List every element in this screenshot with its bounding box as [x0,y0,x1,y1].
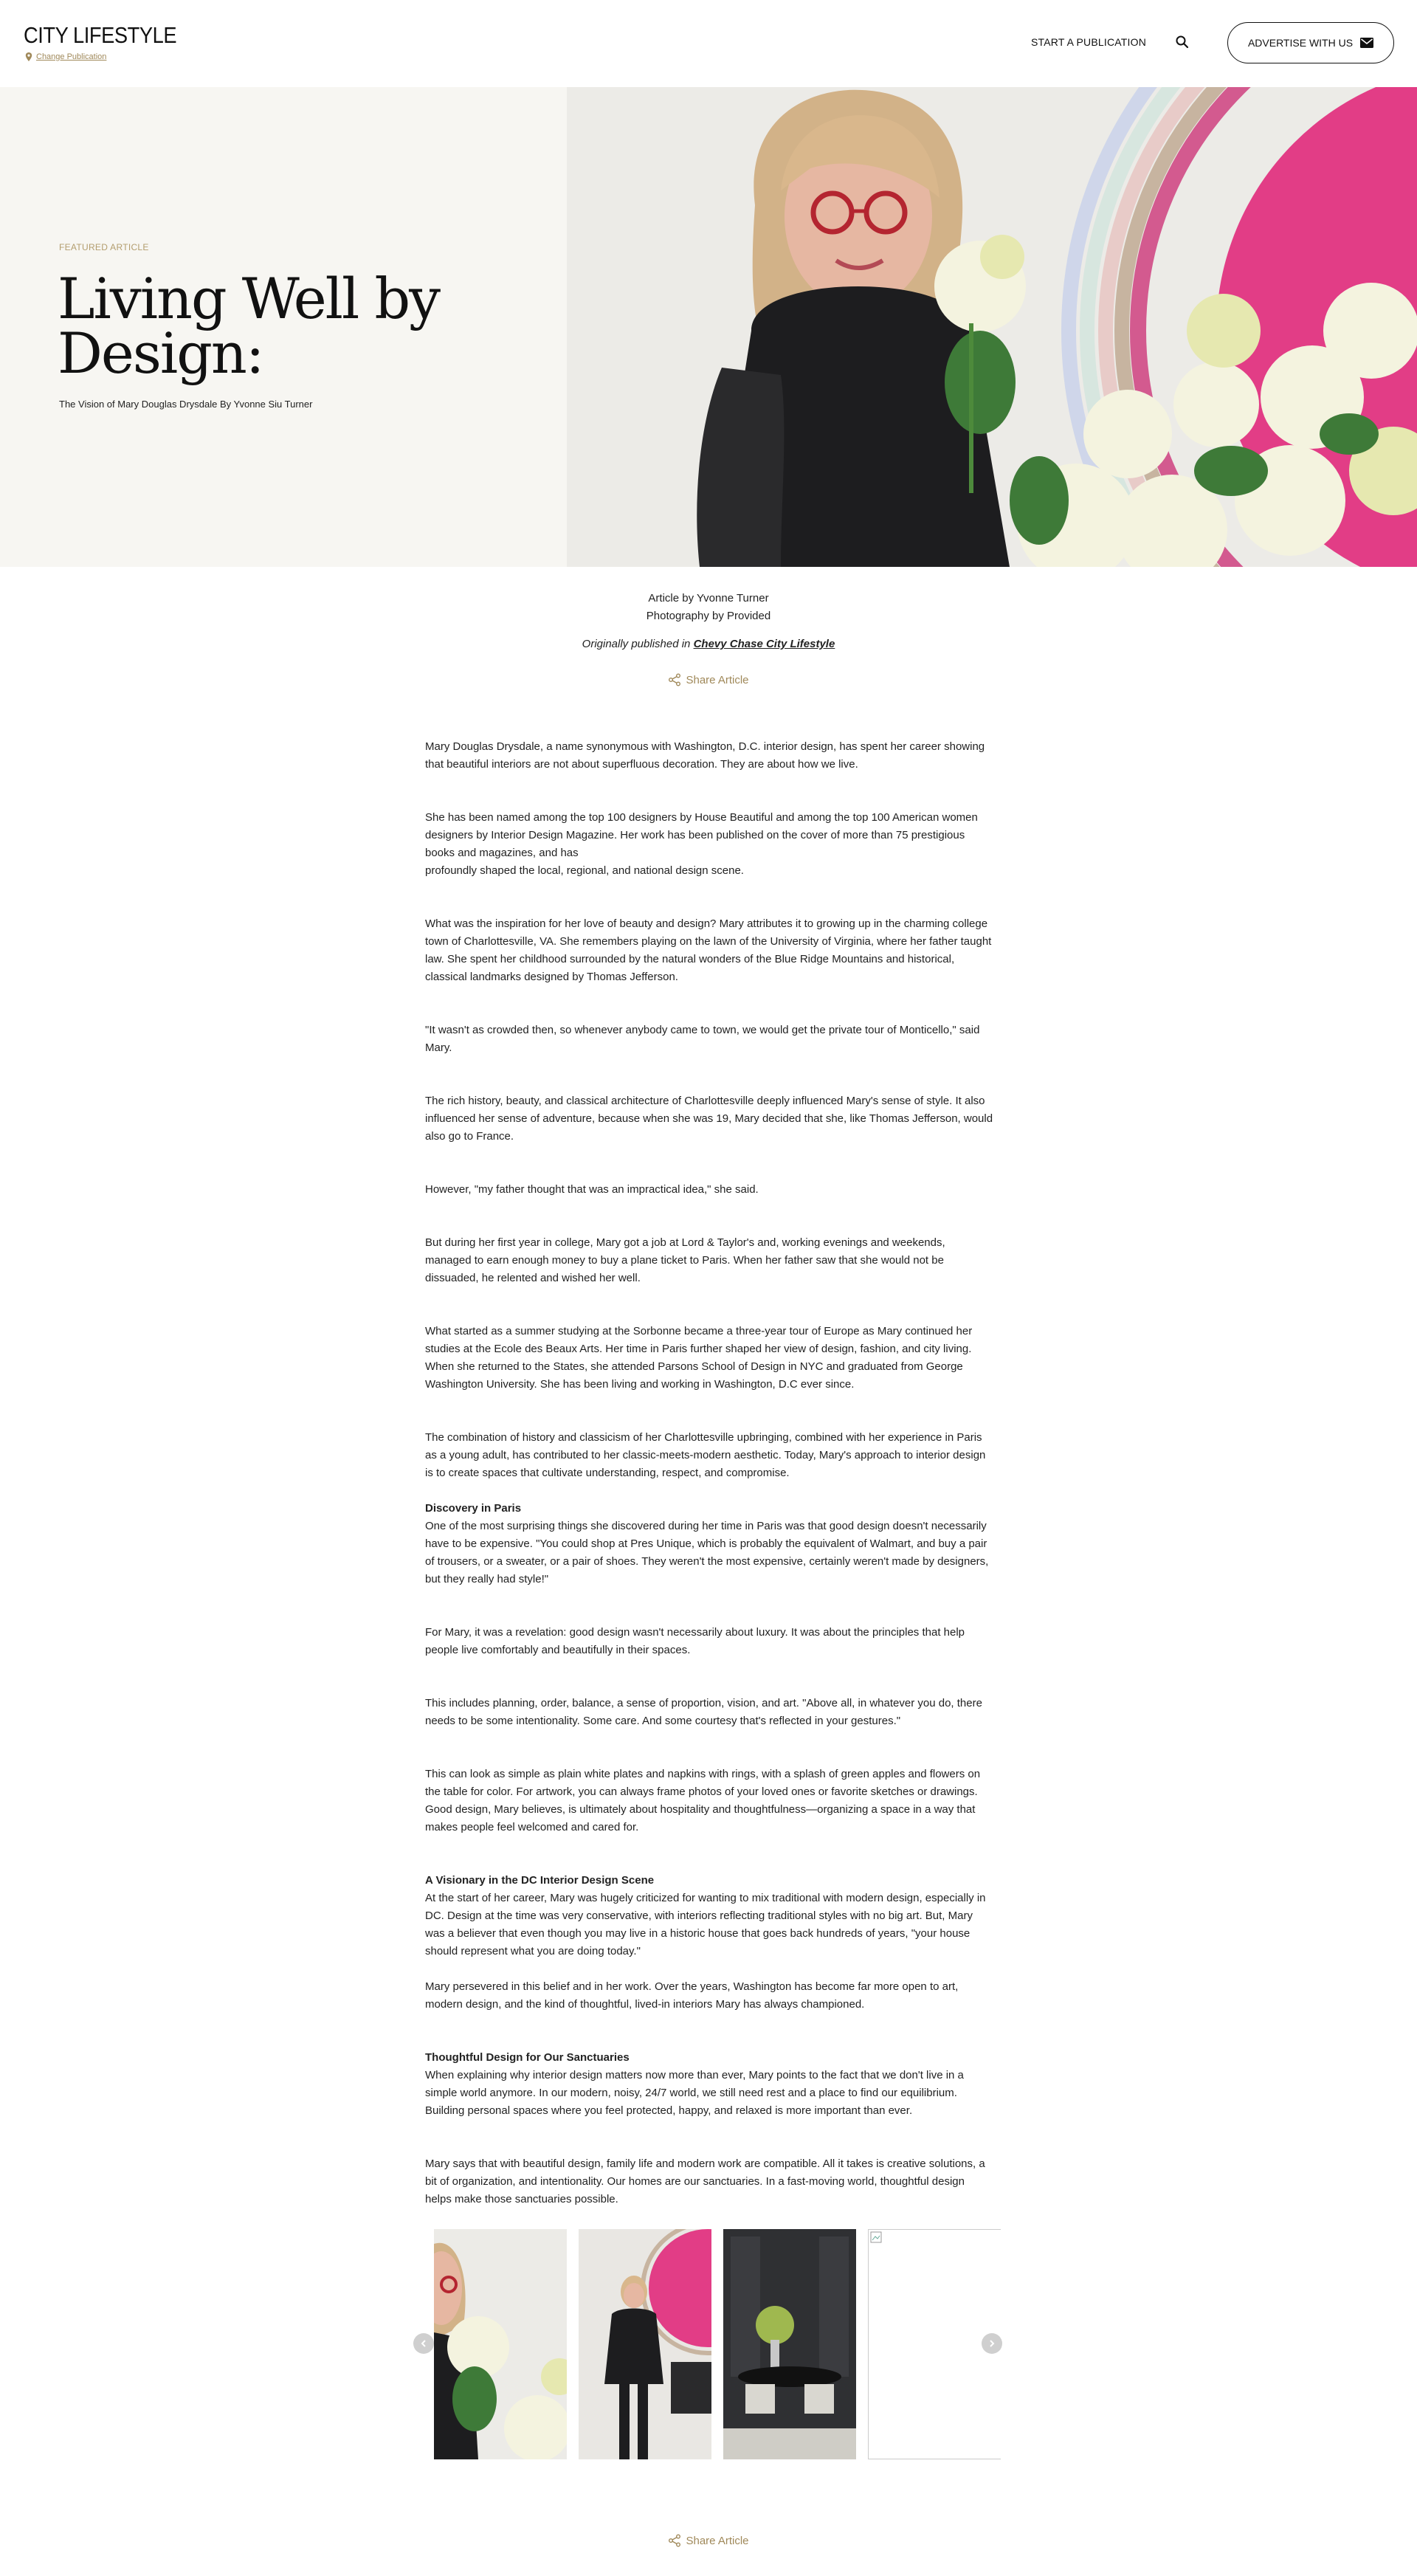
hero-photo [567,87,1417,567]
share-article-button[interactable] [0,673,1417,686]
share-label: Share Article [686,673,749,686]
start-publication-link[interactable]: START A PUBLICATION [1031,36,1147,48]
advertise-label: ADVERTISE WITH US [1247,37,1354,49]
chevron-right-icon [988,2340,996,2347]
chevron-left-icon [420,2340,427,2347]
paragraph: But during her first year in college, Mary got a job at Lord & Taylor's and, working evenings and weekends, managed to earn enough money to buy a plane ticket to Paris. When her father saw that she would not be dissuaded, he relented and wished her well. [425,1236,945,1284]
paragraph: For Mary, it was a revelation: good design wasn't necessarily about luxury. It was about the principles that help people live comfortably and beautifully in their spaces. [425,1626,965,1656]
gallery-image[interactable] [579,2229,711,2459]
paragraph: What started as a summer studying at the Sorbonne became a three-year tour of Europe as Mary continued her studies at the Ecole des Beaux Arts. Her time in Paris further shaped her view of design, fashion, and city living. When she returned to the States, she attended Parsons School of Design in NYC and graduated from George Washington University. She has been living and working in Washington, D.C ever since. [425,1325,973,1391]
change-publication-link[interactable] [25,52,106,61]
originally-prefix: Originally published in [582,638,691,650]
share-article-button-bottom[interactable] [0,2534,1417,2547]
photography-credit: Photography by Provided [646,610,771,622]
paragraph: Mary persevered in this belief and in her work. Over the years, Washington has become far more open to art, modern design, and the kind of thoughtful, lived-in interiors Mary has always championed. [425,1980,959,2011]
section-heading: Thoughtful Design for Our Sanctuaries [425,2051,630,2064]
gallery-image[interactable] [723,2229,856,2459]
paragraph: At the start of her career, Mary was hugely criticized for wanting to mix traditional with modern design, especially in DC. Design at the time was very conservative, with interiors reflecting traditional styles with no big art. But, Mary was a believer that even though you may live in a historic house that goes back hundreds of years, "your house should represent what you are doing today." [425,1892,986,1957]
paragraph: profoundly shaped the local, regional, and national design scene. [425,864,744,877]
paragraph: What was the inspiration for her love of beauty and design? Mary attributes it to growing up in the charming college town of Charlottesville, VA. She remembers playing on the lawn of the University of Virginia, where her father taught law. She spent her childhood surrounded by the natural wonders of the Blue Ridge Mountains and historical, classical landmarks designed by Thomas Jefferson. [425,917,992,983]
section-heading: A Visionary in the DC Interior Design Scene [425,1874,655,1887]
gallery-prev-button[interactable] [413,2333,434,2354]
site-header [0,0,1417,87]
paragraph: "It wasn't as crowded then, so whenever anybody came to town, we would get the private tour of Monticello," said Mary. [425,1024,980,1054]
gallery-image[interactable] [434,2229,567,2459]
broken-image-icon [870,2231,883,2245]
paragraph: Mary Douglas Drysdale, a name synonymous with Washington, D.C. interior design, has spent her career showing that beautiful interiors are not about superfluous decoration. They are about how we live. [425,740,985,771]
gallery-image-placeholder[interactable] [868,2229,1001,2459]
advertise-button[interactable] [1227,22,1394,63]
paragraph: However, "my father thought that was an impractical idea," she said. [425,1183,759,1196]
location-pin-icon [25,52,32,61]
share-icon [668,2534,681,2547]
photo-gallery [413,2227,1004,2460]
paragraph: One of the most surprising things she discovered during her time in Paris was that good design doesn't necessarily have to be expensive. "You could shop at Pres Unique, which is probably the equivalent of Walmart, and buy a pair of trousers, or a sweater, or a pair of shoes. They weren't the most expensive, certainly weren't made by designers, but they really had style!" [425,1520,989,1585]
originally-published [0,638,1417,650]
share-label: Share Article [686,2534,749,2547]
article-subtitle: The Vision of Mary Douglas Drysdale By Yvonne Siu Turner [59,399,313,410]
mail-icon [1360,38,1373,48]
search-icon[interactable] [1175,35,1190,49]
change-publication-label: Change Publication [36,52,107,61]
paragraph: This includes planning, order, balance, a sense of proportion, vision, and art. "Above all, in whatever you do, there needs to be some intentionality. Some care. And some courtesy that's reflected in your gestures." [425,1697,982,1727]
paragraph: This can look as simple as plain white plates and napkins with rings, with a splash of green apples and flowers on the table for color. For artwork, you can always frame photos of your loved ones or favorite sketches or drawings. Good design, Mary believes, is ultimately about hospitality and thoughtfulness—organizing a space in a way that makes people feel welcomed and cared for. [425,1768,981,1833]
paragraph: The rich history, beauty, and classical architecture of Charlottesville deeply influenced Mary's sense of style. It also influenced her sense of adventure, because when she was 19, Mary decided that she, like Thomas Jefferson, would also go to France. [425,1095,993,1143]
gallery-next-button[interactable] [982,2333,1002,2354]
paragraph: The combination of history and classicism of her Charlottesville upbringing, combined with her experience in Paris as a young adult, has contributed to her classic-meets-modern aesthetic. Today, Mary's approach to interior design is to create spaces that cultivate understanding, respect, and compromise. [425,1431,986,1479]
section-heading: Discovery in Paris [425,1502,522,1515]
featured-label: FEATURED ARTICLE [59,242,149,252]
article-author: Article by Yvonne Turner [648,592,769,605]
publication-link[interactable]: Chevy Chase City Lifestyle [693,638,835,650]
article-title: Living Well by Design: [58,266,440,386]
share-icon [668,673,681,686]
paragraph: She has been named among the top 100 designers by House Beautiful and among the top 100 American women designers by Interior Design Magazine. Her work has been published on the cover of more than 75 prestigious books and magazines, and has [425,811,978,859]
site-logo[interactable]: CITY LIFESTYLE [24,22,177,48]
paragraph: When explaining why interior design matters now more than ever, Mary points to the fact that we don't live in a simple world anymore. In our modern, noisy, 24/7 world, we still need rest and a place to find our equilibrium. Building personal spaces where you feel protected, happy, and relaxed is more important than ever. [425,2069,964,2117]
paragraph: Mary says that with beautiful design, family life and modern work are compatible. All it takes is creative solutions, a bit of organization, and intentionality. Our homes are our sanctuaries. In a fast-moving world, thoughtful design helps make those sanctuaries possible. [425,2157,985,2205]
